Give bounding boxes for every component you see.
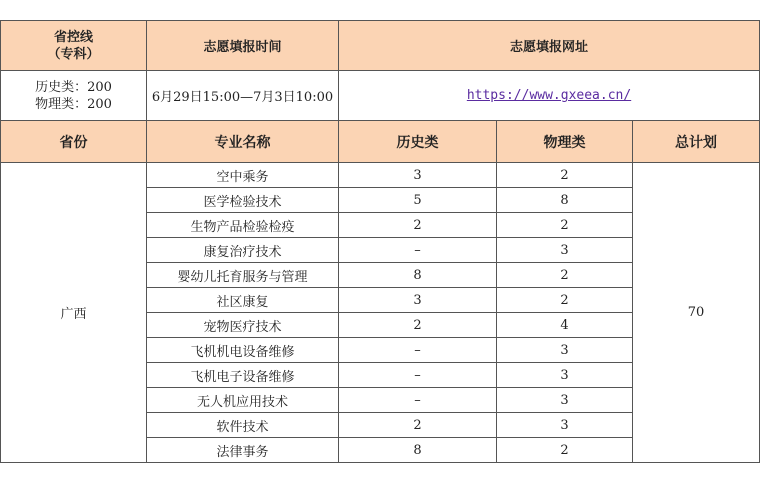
data-rows [1,163,760,463]
physics-cell: 3 [497,238,633,263]
physics-cell: 2 [497,263,633,288]
history-cell: 2 [339,213,497,238]
physics-cell: 2 [497,163,633,188]
major-cell: 婴幼儿托育服务与管理 [147,263,339,288]
quota-header-cell [1,21,147,71]
history-cell: – [339,363,497,388]
province-cell: 广西 [1,163,147,463]
major-cell: 宠物医疗技术 [147,313,339,338]
history-cell: 8 [339,438,497,463]
info-row [1,71,760,121]
history-cell: 3 [339,288,497,313]
major-cell: 空中乘务 [147,163,339,188]
quota-header-line2: （专科） [47,46,100,62]
physics-cell: 3 [497,413,633,438]
major-cell: 康复治疗技术 [147,238,339,263]
column-header-total: 总计划 [633,121,760,163]
major-cell: 飞机电子设备维修 [147,363,339,388]
history-cell: 2 [339,313,497,338]
physics-cell: 8 [497,188,633,213]
column-header-physics: 物理类 [497,121,633,163]
enrollment-plan-table-container [0,20,760,463]
history-cell: 8 [339,263,497,288]
physics-cell: 3 [497,338,633,363]
application-url-link[interactable]: https://www.gxeea.cn/ [466,88,632,103]
history-cell: – [339,238,497,263]
total-plan-cell: 70 [633,163,760,463]
enrollment-plan-table [0,20,760,463]
column-header-row [1,121,760,163]
major-cell: 生物产品检验检疫 [147,213,339,238]
table-row [1,163,760,188]
history-cell: 3 [339,163,497,188]
major-cell: 社区康复 [147,288,339,313]
time-header-cell: 志愿填报时间 [147,21,339,71]
major-cell: 无人机应用技术 [147,388,339,413]
header-row-top [1,21,760,71]
physics-quota: 物理类：200 [35,96,112,112]
history-cell: – [339,388,497,413]
major-cell: 医学检验技术 [147,188,339,213]
physics-cell: 2 [497,288,633,313]
column-header-major: 专业名称 [147,121,339,163]
history-quota: 历史类：200 [35,79,112,95]
column-header-province: 省份 [1,121,147,163]
physics-cell: 3 [497,388,633,413]
history-cell: 2 [339,413,497,438]
history-cell: 5 [339,188,497,213]
history-cell: – [339,338,497,363]
physics-cell: 4 [497,313,633,338]
major-cell: 法律事务 [147,438,339,463]
quota-values-cell [1,71,147,121]
time-value-cell: 6月29日15:00—7月3日10:00 [147,71,339,121]
url-header-cell: 志愿填报网址 [339,21,760,71]
physics-cell: 2 [497,438,633,463]
major-cell: 飞机机电设备维修 [147,338,339,363]
physics-cell: 2 [497,213,633,238]
url-value-cell [339,71,760,121]
column-header-history: 历史类 [339,121,497,163]
major-cell: 软件技术 [147,413,339,438]
quota-header-line1: 省控线 [53,29,93,45]
physics-cell: 3 [497,363,633,388]
